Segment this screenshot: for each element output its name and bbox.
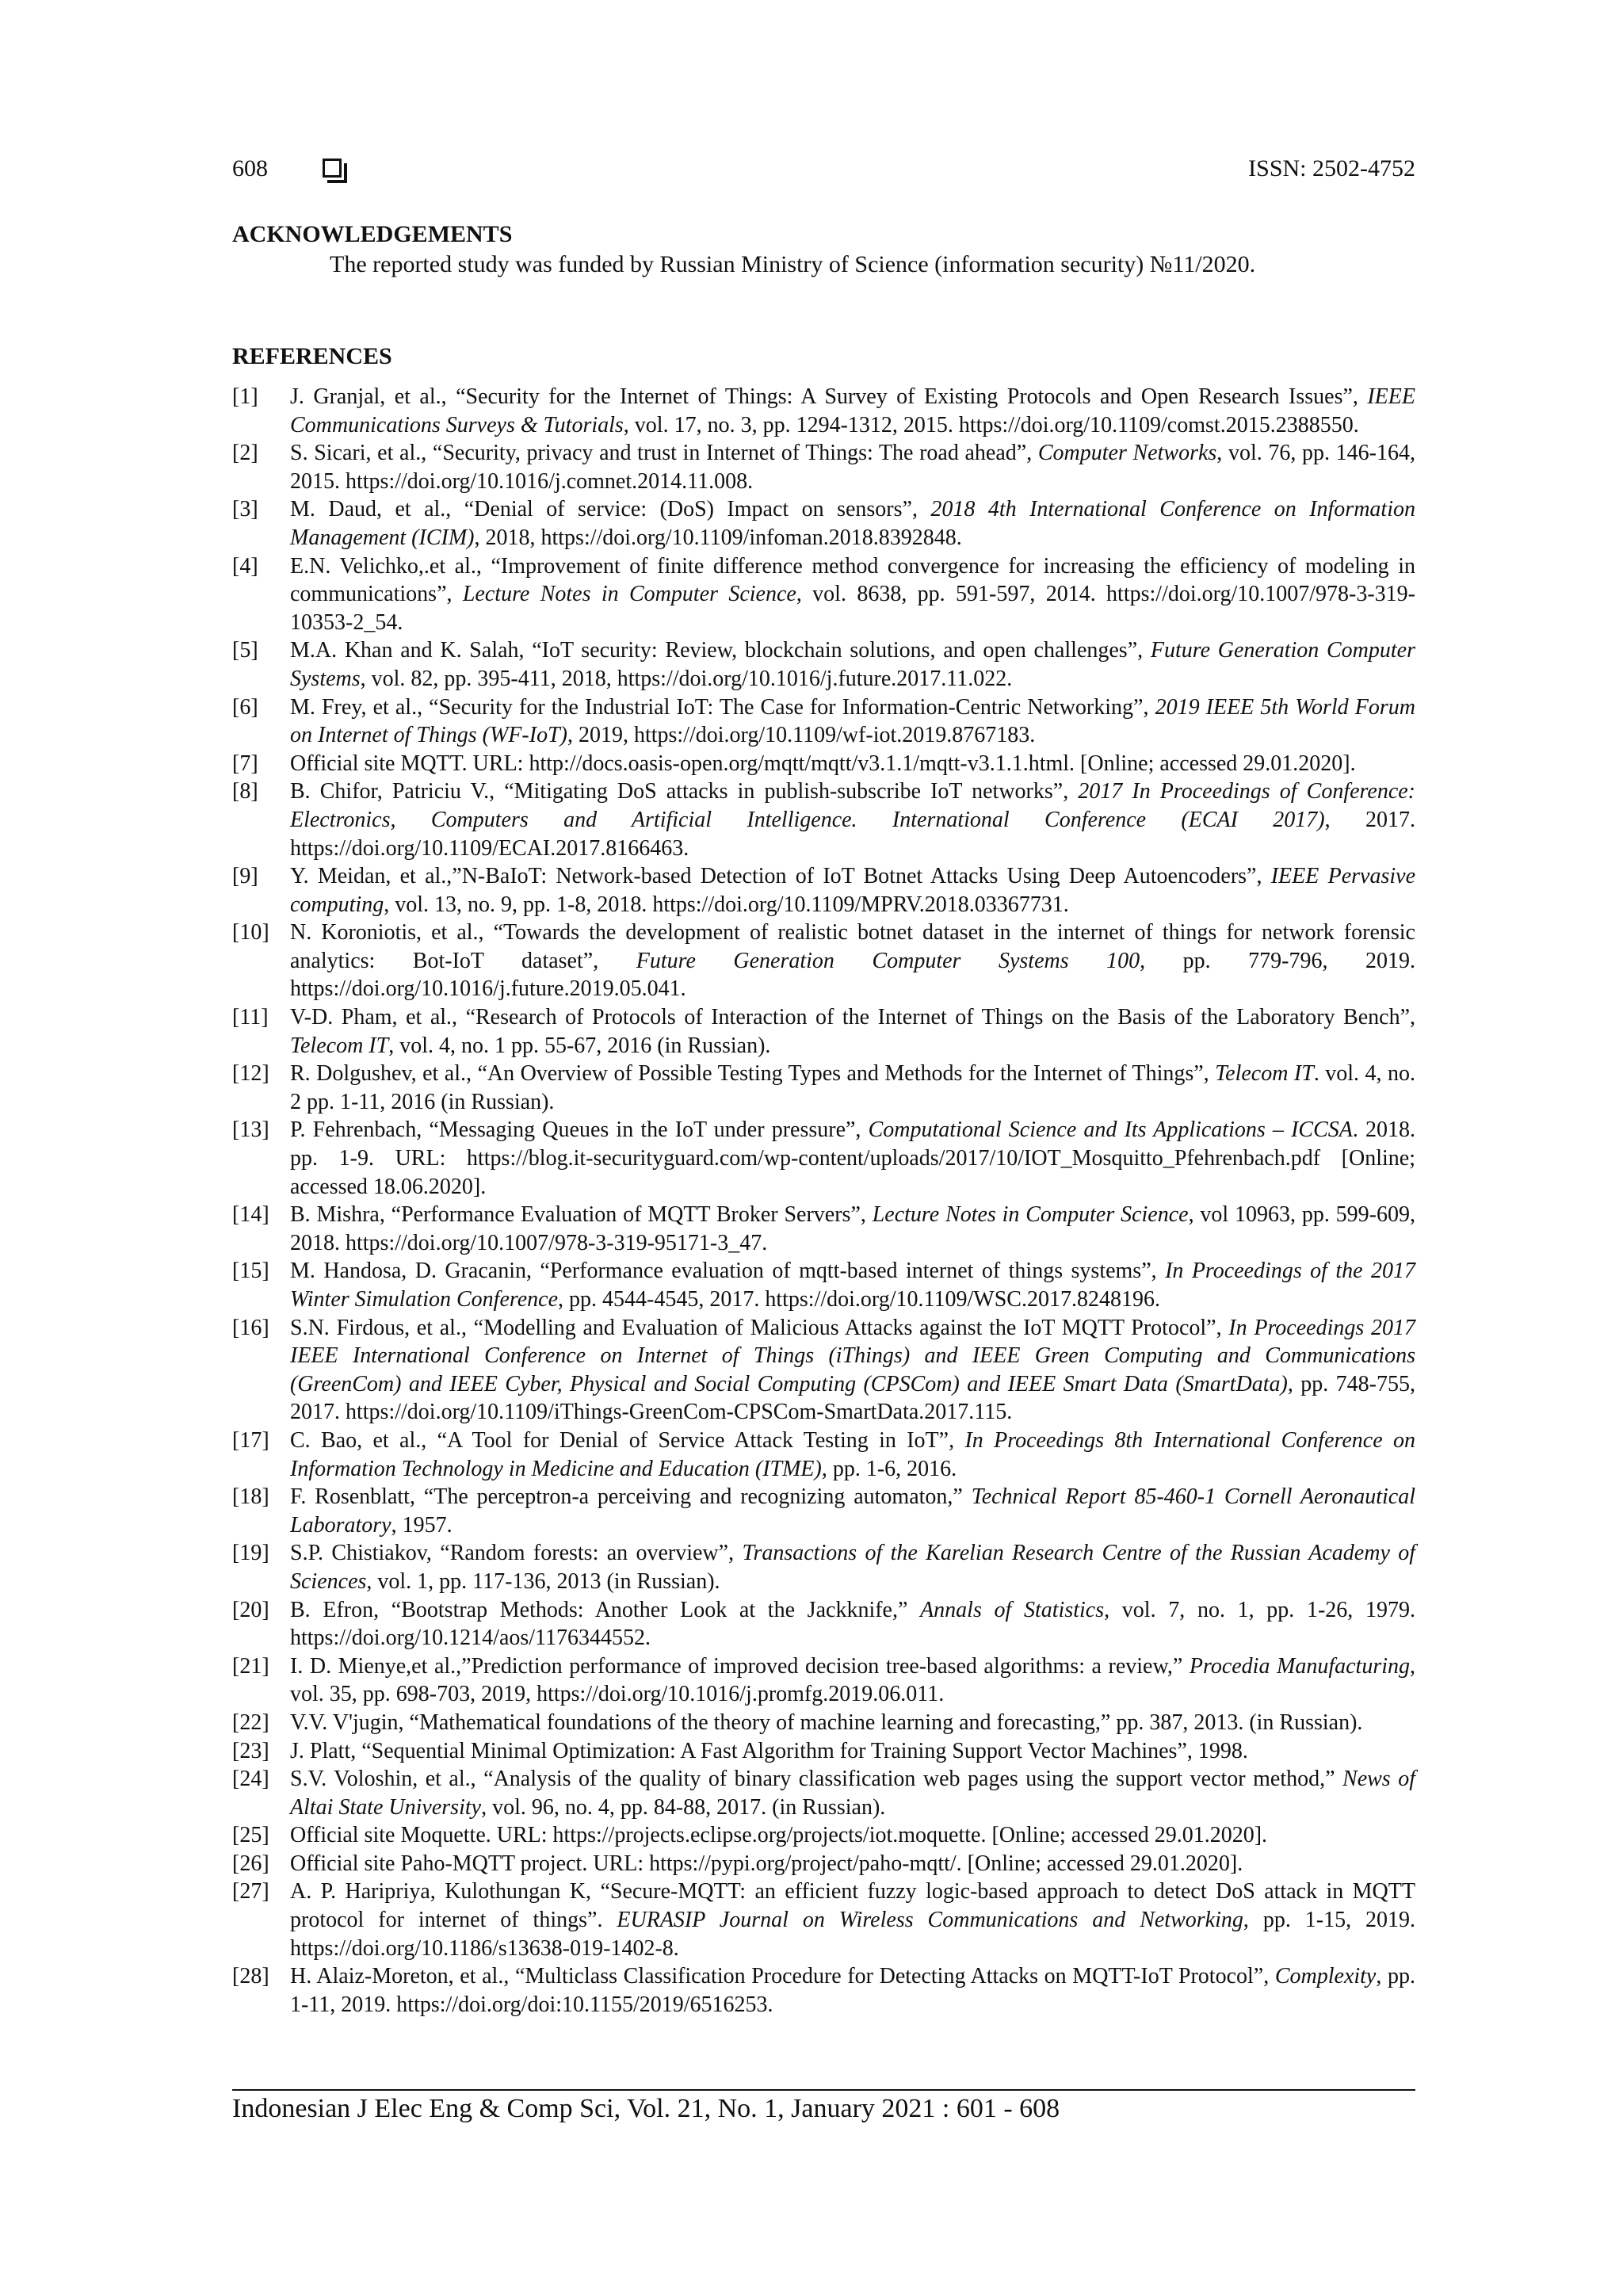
- reference-number: [13]: [232, 1117, 269, 1143]
- reference-item: [232, 1709, 1415, 1737]
- reference-item: [232, 1003, 1415, 1060]
- reference-text: [290, 552, 1415, 637]
- reference-text-part: , vol. 4, no. 1 pp. 55-67, 2016 (in Russian).: [388, 1033, 771, 1058]
- reference-text: [290, 1737, 1415, 1766]
- reference-text-part: . 2018. pp. 1-9. URL: https://blog.it-securityguard.com/wp-content/uploads/2017/10/IOT_Mosquitto_Pfehrenbach.pdf [Online; accessed 18.06.2020].: [290, 1117, 1416, 1199]
- reference-text-part: S.P. Chistiakov, “Random forests: an overview”,: [290, 1541, 743, 1566]
- reference-text-part: , 2019, https://doi.org/10.1109/wf-iot.2019.8767183.: [567, 723, 1036, 748]
- reference-text-part: B. Efron, “Bootstrap Methods: Another Look at the Jackknife,”: [290, 1597, 921, 1622]
- reference-text-part: , 2018, https://doi.org/10.1109/infoman.2018.8392848.: [474, 525, 962, 550]
- reference-number: [9]: [232, 864, 258, 889]
- reference-text: [290, 1878, 1415, 1962]
- reference-text-part: C. Bao, et al., “A Tool for Denial of Service Attack Testing in IoT”,: [290, 1427, 965, 1453]
- reference-item: [232, 1850, 1415, 1878]
- reference-source-italic: Telecom IT: [1215, 1061, 1314, 1087]
- reference-text-part: V-D. Pham, et al., “Research of Protocols of Interaction of the Internet of Things on the Basis of the Laboratory Bench”,: [290, 1005, 1415, 1030]
- reference-source-italic: Annals of Statistics: [920, 1597, 1105, 1622]
- reference-text-part: , pp. 1-11, 2019. https://doi.org/doi:10.1155/2019/6516253.: [290, 1964, 1415, 2017]
- reference-text: [290, 1652, 1415, 1709]
- reference-source-italic: EURASIP Journal on Wireless Communications and Networking: [617, 1908, 1243, 1933]
- reference-item: [232, 1596, 1415, 1652]
- reference-source-italic: In Proceedings 8th International Conference on Information Technology in Medicine and Education (ITME): [290, 1427, 1415, 1481]
- reference-source-italic: Technical Report 85-460-1 Cornell Aeronautical Laboratory: [290, 1484, 1416, 1538]
- reference-text-part: M. Handosa, D. Gracanin, “Performance evaluation of mqtt-based internet of things systems”,: [290, 1259, 1166, 1284]
- acknowledgements-heading: ACKNOWLEDGEMENTS: [232, 221, 513, 247]
- reference-text-part: , pp. 4544-4545, 2017. https://doi.org/10.1109/WSC.2017.8248196.: [558, 1287, 1160, 1312]
- reference-text: [290, 1314, 1415, 1427]
- reference-number: [7]: [232, 751, 258, 776]
- reference-text-part: , vol. 13, no. 9, pp. 1-8, 2018. https://doi.org/10.1109/MPRV.2018.03367731.: [384, 892, 1069, 917]
- reference-item: [232, 383, 1415, 439]
- reference-text-part: , vol 10963, pp. 599-609, 2018. https://doi.org/10.1007/978-3-319-95171-3_47.: [290, 1202, 1416, 1255]
- reference-text-part: , vol. 82, pp. 395-411, 2018, https://doi.org/10.1016/j.future.2017.11.022.: [360, 666, 1013, 691]
- reference-number: [27]: [232, 1879, 269, 1904]
- reference-item: [232, 693, 1415, 750]
- reference-text-part: I. D. Mienye,et al.,”Prediction performance of improved decision tree-based algorithms: a review,”: [290, 1653, 1190, 1679]
- reference-text-part: M. Frey, et al., “Security for the Industrial IoT: The Case for Information-Centric Networking”,: [290, 694, 1155, 720]
- reference-source-italic: In Proceedings 2017 IEEE International Conference on Internet of Things (iThings) and IEEE Green Computing and Communications (GreenCom) and IEEE Cyber, Physical and Social Computing (CPSCom) and IEEE Smart Data (SmartData): [290, 1315, 1415, 1396]
- reference-number: [10]: [232, 920, 269, 946]
- reference-text-part: J. Granjal, et al., “Security for the Internet of Things: A Survey of Existing Protocols and Open Research Issues”,: [290, 384, 1368, 409]
- reference-number: [2]: [232, 441, 258, 466]
- acknowledgements-text: The reported study was funded by Russian Ministry of Science (information security) №11/2020.: [330, 251, 1256, 277]
- reference-item: [232, 1962, 1415, 2019]
- reference-number: [12]: [232, 1061, 269, 1087]
- reference-source-italic: Procedia Manufacturing: [1189, 1653, 1410, 1679]
- reference-item: [232, 777, 1415, 862]
- reference-source-italic: Transactions of the Karelian Research Centre of the Russian Academy of Sciences: [290, 1541, 1415, 1594]
- reference-text-part: H. Alaiz-Moreton, et al., “Multiclass Classification Procedure for Detecting Attacks on MQTT-IoT Protocol”,: [290, 1964, 1275, 1989]
- reference-item: [232, 1314, 1415, 1427]
- reference-text: [290, 919, 1415, 1003]
- reference-number: [15]: [232, 1259, 269, 1284]
- reference-number: [22]: [232, 1710, 269, 1735]
- reference-text-part: Y. Meidan, et al.,”N-BaIoT: Network-based Detection of IoT Botnet Attacks Using Deep Autoencoders”,: [290, 864, 1271, 889]
- reference-text-part: , vol. 7, no. 1, pp. 1-26, 1979. https://doi.org/10.1214/aos/1176344552.: [290, 1597, 1415, 1651]
- reference-item: [232, 1652, 1415, 1709]
- reference-text: [290, 383, 1415, 439]
- reference-source-italic: IEEE Communications Surveys & Tutorials: [290, 384, 1415, 437]
- reference-source-italic: 2018 4th International Conference on Information Management (ICIM): [290, 497, 1415, 550]
- reference-text-part: , vol. 96, no. 4, pp. 84-88, 2017. (in Russian).: [481, 1794, 886, 1820]
- reference-text: [290, 1116, 1415, 1201]
- reference-item: [232, 1765, 1415, 1821]
- reference-number: [5]: [232, 638, 258, 663]
- reference-item: [232, 1483, 1415, 1539]
- reference-text-part: , 2017. https://doi.org/10.1109/ECAI.2017.8166463.: [290, 807, 1415, 861]
- reference-number: [23]: [232, 1738, 269, 1763]
- reference-text-part: N. Koroniotis, et al., “Towards the development of realistic botnet dataset in the internet of things for network forensic analytics: Bot-IoT dataset”,: [290, 920, 1415, 973]
- reference-text-part: , vol. 35, pp. 698-703, 2019, https://doi.org/10.1016/j.promfg.2019.06.011.: [290, 1653, 1415, 1707]
- reference-text-part: , 1957.: [391, 1512, 453, 1538]
- footer-rule: [232, 2089, 1415, 2091]
- reference-item: [232, 862, 1415, 919]
- reference-text: [290, 495, 1415, 552]
- reference-text-part: M. Daud, et al., “Denial of service: (DoS) Impact on sensors”,: [290, 497, 931, 522]
- reference-text: [290, 1709, 1415, 1737]
- reference-number: [19]: [232, 1541, 269, 1566]
- reference-item: [232, 1821, 1415, 1850]
- reference-text-part: , pp. 748-755, 2017. https://doi.org/10.1109/iThings-GreenCom-CPSCom-SmartData.2017.115.: [290, 1371, 1415, 1425]
- page-header: [232, 155, 1415, 187]
- reference-item: [232, 1539, 1415, 1595]
- reference-text-part: , vol. 76, pp. 146-164, 2015. https://doi.org/10.1016/j.comnet.2014.11.008.: [290, 441, 1416, 494]
- reference-source-italic: IEEE Pervasive computing: [290, 864, 1415, 917]
- reference-number: [8]: [232, 779, 258, 804]
- reference-text-part: M.A. Khan and K. Salah, “IoT security: Review, blockchain solutions, and open challenges”,: [290, 638, 1151, 663]
- page-footer: Indonesian J Elec Eng & Comp Sci, Vol. 21, No. 1, January 2021 : 601 - 608: [232, 2094, 1060, 2123]
- reference-text: [290, 862, 1415, 919]
- reference-source-italic: Computer Networks: [1037, 441, 1217, 466]
- reference-number: [6]: [232, 694, 258, 720]
- reference-text: [290, 439, 1415, 495]
- reference-number: [17]: [232, 1427, 269, 1453]
- reference-text-part: , pp. 1-15, 2019. https://doi.org/10.1186/s13638-019-1402-8.: [290, 1908, 1416, 1961]
- reference-text: [290, 1201, 1415, 1257]
- reference-text-part: E.N. Velichko,.et al., “Improvement of finite difference method convergence for increasing the efficiency of modeling in communications”,: [290, 553, 1415, 607]
- reference-text-part: P. Fehrenbach, “Messaging Queues in the IoT under pressure”,: [290, 1117, 869, 1143]
- reference-text-part: S.N. Firdous, et al., “Modelling and Evaluation of Malicious Attacks against the IoT MQTT Protocol”,: [290, 1315, 1229, 1340]
- reference-text: [290, 1483, 1415, 1539]
- reference-item: [232, 1201, 1415, 1257]
- reference-text: [290, 777, 1415, 862]
- reference-item: [232, 439, 1415, 495]
- reference-number: [26]: [232, 1851, 269, 1876]
- reference-source-italic: Lecture Notes in Computer Science: [462, 582, 796, 607]
- reference-number: [1]: [232, 384, 258, 409]
- reference-number: [21]: [232, 1653, 269, 1679]
- reference-text-part: B. Chifor, Patriciu V., “Mitigating DoS attacks in publish-subscribe IoT networks”,: [290, 779, 1079, 804]
- reference-text-part: R. Dolgushev, et al., “An Overview of Possible Testing Types and Methods for the Internet of Things”,: [290, 1061, 1216, 1087]
- reference-source-italic: Future Generation Computer Systems: [290, 638, 1415, 691]
- reference-item: [232, 636, 1415, 693]
- reference-item: [232, 750, 1415, 778]
- reference-source-italic: Future Generation Computer Systems 100: [636, 948, 1140, 973]
- reference-text: [290, 1596, 1415, 1652]
- reference-number: [20]: [232, 1597, 269, 1622]
- reference-text-part: Official site MQTT. URL: http://docs.oasis-open.org/mqtt/mqtt/v3.1.1/mqtt-v3.1.1.html. [Online; accessed 29.01.2020].: [290, 751, 1356, 776]
- reference-list: [232, 383, 1415, 2019]
- checkbox-square-icon: [323, 159, 342, 178]
- reference-text: [290, 1850, 1415, 1878]
- page-number: 608: [232, 155, 268, 181]
- reference-source-italic: News of Altai State University: [290, 1767, 1415, 1820]
- reference-number: [18]: [232, 1484, 269, 1510]
- reference-item: [232, 1878, 1415, 1962]
- reference-item: [232, 1060, 1415, 1116]
- reference-number: [24]: [232, 1767, 269, 1792]
- reference-source-italic: Telecom IT: [290, 1033, 389, 1058]
- reference-source-italic: In Proceedings of the 2017 Winter Simulation Conference: [290, 1259, 1416, 1312]
- reference-source-italic: Computational Science and Its Applications – ICCSA: [868, 1117, 1353, 1143]
- reference-text: [290, 636, 1415, 693]
- reference-text-part: F. Rosenblatt, “The perceptron-a perceiving and recognizing automaton,”: [290, 1484, 972, 1510]
- issn-label: ISSN: 2502-4752: [1248, 155, 1415, 181]
- reference-text: [290, 1962, 1415, 2019]
- reference-number: [4]: [232, 553, 258, 579]
- reference-number: [3]: [232, 497, 258, 522]
- reference-text: [290, 1427, 1415, 1483]
- reference-number: [16]: [232, 1315, 269, 1340]
- reference-text-part: A. P. Haripriya, Kulothungan K, “Secure-MQTT: an efficient fuzzy logic-based approach to detect DoS attack in MQTT protocol for internet of things”.: [290, 1879, 1415, 1933]
- reference-text: [290, 750, 1415, 778]
- reference-text-part: , pp. 1-6, 2016.: [821, 1456, 957, 1481]
- reference-item: [232, 1427, 1415, 1483]
- reference-text: [290, 1765, 1415, 1821]
- reference-source-italic: 2019 IEEE 5th World Forum on Internet of Things (WF-IoT): [290, 694, 1415, 748]
- reference-item: [232, 1116, 1415, 1201]
- reference-text: [290, 1821, 1415, 1850]
- reference-text: [290, 1003, 1415, 1060]
- reference-text-part: Official site Paho-MQTT project. URL: https://pypi.org/project/paho-mqtt/. [Online; accessed 29.01.2020].: [290, 1851, 1243, 1876]
- reference-text-part: , vol. 8638, pp. 591-597, 2014. https://doi.org/10.1007/978-3-319-10353-2_54.: [290, 582, 1415, 635]
- reference-text: [290, 1060, 1415, 1116]
- reference-text-part: Official site Moquette. URL: https://projects.eclipse.org/projects/iot.moquette. [Online; accessed 29.01.2020].: [290, 1823, 1268, 1848]
- reference-text-part: B. Mishra, “Performance Evaluation of MQTT Broker Servers”,: [290, 1202, 873, 1228]
- reference-text-part: , pp. 779-796, 2019. https://doi.org/10.1016/j.future.2019.05.041.: [290, 948, 1415, 1002]
- reference-source-italic: 2017 In Proceedings of Conference: Electronics, Computers and Artificial Intelligence. International Conference (ECAI 2017): [290, 779, 1415, 832]
- references-heading: REFERENCES: [232, 343, 392, 369]
- reference-number: [25]: [232, 1823, 269, 1848]
- reference-text-part: S. Sicari, et al., “Security, privacy and trust in Internet of Things: The road ahead”,: [290, 441, 1038, 466]
- reference-text-part: S.V. Voloshin, et al., “Analysis of the quality of binary classification web pages using the support vector method,”: [290, 1767, 1343, 1792]
- reference-text-part: . vol. 4, no. 2 pp. 1-11, 2016 (in Russian).: [290, 1061, 1415, 1114]
- reference-item: [232, 495, 1415, 552]
- reference-text: [290, 1539, 1415, 1595]
- reference-source-italic: Lecture Notes in Computer Science: [872, 1202, 1189, 1228]
- reference-source-italic: Complexity: [1274, 1964, 1377, 1989]
- reference-number: [14]: [232, 1202, 269, 1228]
- reference-item: [232, 552, 1415, 637]
- reference-text: [290, 1257, 1415, 1313]
- reference-item: [232, 1257, 1415, 1313]
- reference-text-part: V.V. V'jugin, “Mathematical foundations of the theory of machine learning and forecasting,” pp. 387, 2013. (in Russian).: [290, 1710, 1363, 1735]
- reference-number: [11]: [232, 1005, 269, 1030]
- reference-text-part: J. Platt, “Sequential Minimal Optimization: A Fast Algorithm for Training Support Vector Machines”, 1998.: [290, 1738, 1248, 1763]
- reference-item: [232, 1737, 1415, 1766]
- reference-text: [290, 693, 1415, 750]
- reference-text-part: , vol. 1, pp. 117-136, 2013 (in Russian).: [366, 1568, 720, 1594]
- reference-item: [232, 919, 1415, 1003]
- reference-number: [28]: [232, 1964, 269, 1989]
- reference-text-part: , vol. 17, no. 3, pp. 1294-1312, 2015. https://doi.org/10.1109/comst.2015.2388550.: [623, 412, 1359, 437]
